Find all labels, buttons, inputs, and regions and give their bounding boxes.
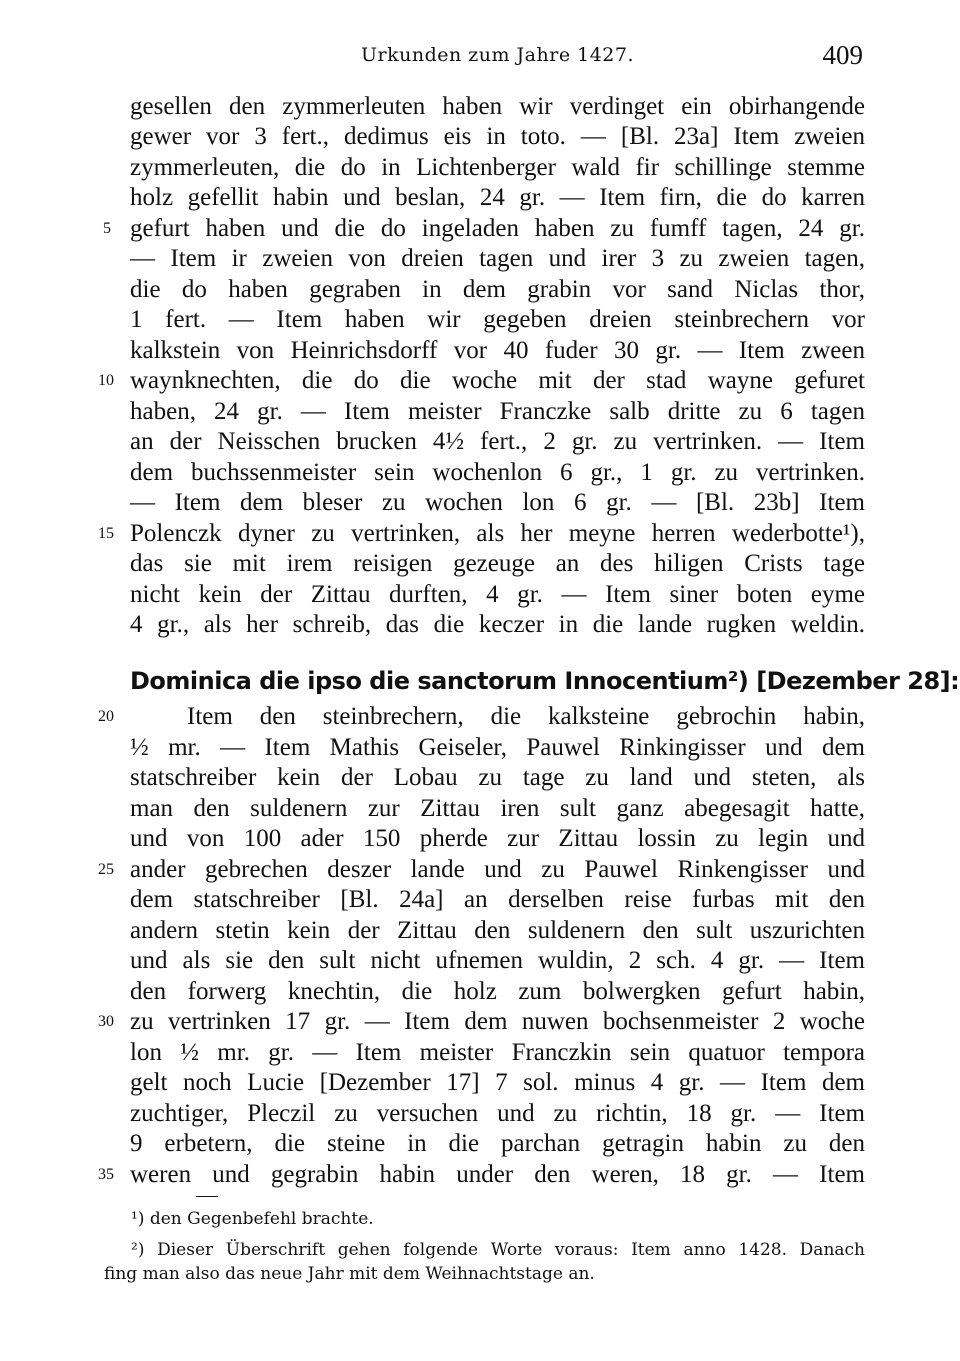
text-line: statschreiber kein der Lobau zu tage zu land und steten, als bbox=[130, 764, 865, 791]
line-number: 25 bbox=[98, 861, 114, 878]
line-number: 15 bbox=[98, 525, 114, 542]
text-line: ander gebrechen deszer lande und zu Pauwel Rinkengisser und bbox=[130, 856, 865, 883]
line-number: 20 bbox=[98, 708, 114, 725]
text-line: 4 gr., als her schreib, das die keczer in die lande rugken weldin. bbox=[130, 611, 865, 638]
footnote: ²) Dieser Überschrift gehen folgende Worte voraus: Item anno 1428. Danach bbox=[131, 1240, 865, 1260]
line-number: 5 bbox=[103, 220, 111, 237]
text-line: an der Neisschen brucken 4½ fert., 2 gr. zu vertrinken. — Item bbox=[130, 428, 865, 455]
text-line: 1 fert. — Item haben wir gegeben dreien steinbrechern vor bbox=[130, 306, 865, 333]
text-line: Polenczk dyner zu vertrinken, als her meyne herren wederbotte¹), bbox=[130, 520, 865, 547]
text-line: ½ mr. — Item Mathis Geiseler, Pauwel Rinkingisser und dem bbox=[130, 734, 865, 761]
text-line: andern stetin kein der Zittau den suldenern den sult uszurichten bbox=[130, 917, 865, 944]
text-line: — Item ir zweien von dreien tagen und irer 3 zu zweien tagen, bbox=[130, 245, 865, 272]
text-line: holz gefellit habin und beslan, 24 gr. — Item firn, die do karren bbox=[130, 184, 865, 211]
text-line: den forwerg knechtin, die holz zum bolwergken gefurt habin, bbox=[130, 978, 865, 1005]
line-number: 35 bbox=[98, 1166, 114, 1183]
text-line: gelt noch Lucie [Dezember 17] 7 sol. minus 4 gr. — Item dem bbox=[130, 1069, 865, 1096]
text-line: kalkstein von Heinrichsdorff vor 40 fuder 30 gr. — Item zween bbox=[130, 337, 865, 364]
text-line: nicht kein der Zittau durften, 4 gr. — Item siner boten eyme bbox=[130, 581, 865, 608]
text-line: zuchtiger, Pleczil zu versuchen und zu richtin, 18 gr. — Item bbox=[130, 1100, 865, 1127]
text-line: — Item dem bleser zu wochen lon 6 gr. — [Bl. 23b] Item bbox=[130, 489, 865, 516]
page-number: 409 bbox=[822, 40, 863, 70]
section-heading: Dominica die ipso die sanctorum Innocentium²) [Dezember 28]: bbox=[130, 667, 960, 695]
text-line: 9 erbetern, die steine in die parchan getragin habin zu den bbox=[130, 1130, 865, 1157]
text-line: gewer vor 3 fert., dedimus eis in toto. — [Bl. 23a] Item zweien bbox=[130, 123, 865, 150]
text-line: zymmerleuten, die do in Lichtenberger wald fir schillinge stemme bbox=[130, 154, 865, 181]
footnote: fing man also das neue Jahr mit dem Weihnachtstage an. bbox=[104, 1264, 595, 1284]
text-line: das sie mit irem reisigen gezeuge an des hiligen Crists tage bbox=[130, 550, 865, 577]
text-line: Item den steinbrechern, die kalksteine gebrochin habin, bbox=[187, 703, 865, 730]
text-line: haben, 24 gr. — Item meister Franczke salb dritte zu 6 tagen bbox=[130, 398, 865, 425]
running-title: Urkunden zum Jahre 1427. bbox=[360, 44, 634, 66]
text-line: waynknechten, die do die woche mit der stad wayne gefuret bbox=[130, 367, 865, 394]
text-line: dem buchssenmeister sein wochenlon 6 gr., 1 gr. zu vertrinken. bbox=[130, 459, 865, 486]
text-line: weren und gegrabin habin under den weren, 18 gr. — Item bbox=[130, 1161, 865, 1188]
text-line: und von 100 ader 150 pherde zur Zittau lossin zu legin und bbox=[130, 825, 865, 852]
line-number: 10 bbox=[98, 372, 114, 389]
text-line: lon ½ mr. gr. — Item meister Franczkin sein quatuor tempora bbox=[130, 1039, 865, 1066]
text-line: gesellen den zymmerleuten haben wir verdinget ein obirhangende bbox=[130, 93, 865, 120]
text-line: und als sie den sult nicht ufnemen wuldin, 2 sch. 4 gr. — Item bbox=[130, 947, 865, 974]
footnote: ¹) den Gegenbefehl brachte. bbox=[131, 1209, 374, 1229]
text-line: man den suldenern zur Zittau iren sult ganz abegesagit hatte, bbox=[130, 795, 865, 822]
page-header bbox=[130, 40, 865, 74]
text-line: zu vertrinken 17 gr. — Item dem nuwen bochsenmeister 2 woche bbox=[130, 1008, 865, 1035]
text-line: dem statschreiber [Bl. 24a] an derselben reise furbas mit den bbox=[130, 886, 865, 913]
text-line: gefurt haben und die do ingeladen haben zu fumff tagen, 24 gr. bbox=[130, 215, 865, 242]
footnote-rule bbox=[196, 1196, 218, 1197]
text-line: die do haben gegraben in dem grabin vor sand Niclas thor, bbox=[130, 276, 865, 303]
line-number: 30 bbox=[98, 1013, 114, 1030]
